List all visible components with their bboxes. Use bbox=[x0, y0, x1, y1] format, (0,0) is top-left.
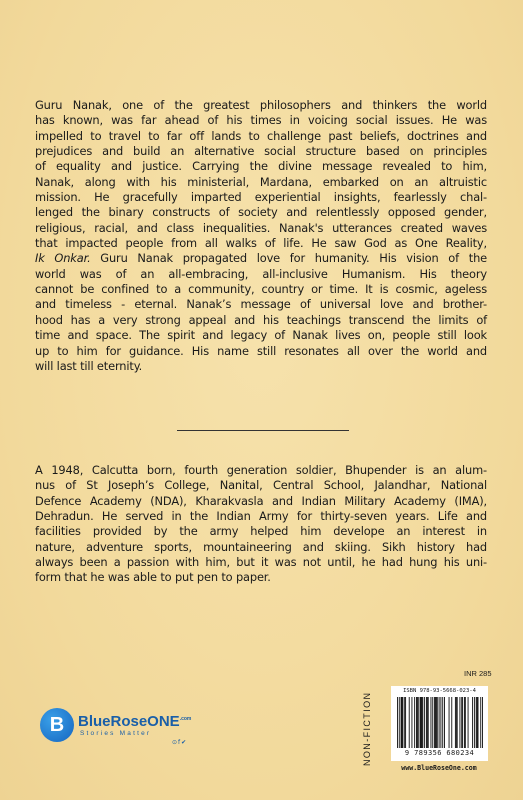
section-divider bbox=[177, 430, 349, 431]
barcode-bar bbox=[402, 697, 403, 748]
text-line: nature, adventure sports, mountaineering and skiing. Sikh history had bbox=[35, 539, 487, 554]
text-line: A 1948, Calcutta born, fourth generation soldier, Bhupender is an alum- bbox=[35, 463, 487, 477]
barcode-bar bbox=[409, 697, 410, 748]
text-line: has known, was far ahead of his times in voicing social issues. He was bbox=[35, 113, 487, 128]
barcode-bar bbox=[421, 697, 422, 748]
social-icons: ⊙f✔ bbox=[172, 739, 188, 746]
barcode-bar bbox=[439, 697, 440, 748]
publisher-logo bbox=[40, 708, 190, 753]
text-line: cannot be confined to a community, country or time. It is cosmic, ageless bbox=[35, 282, 487, 297]
barcode-bar bbox=[468, 697, 469, 748]
barcode-bar bbox=[397, 697, 398, 748]
barcode-bar bbox=[451, 697, 452, 748]
text-line: hood has a very strong appeal and his teachings transcend the limits of bbox=[35, 312, 487, 327]
barcode-bar bbox=[402, 697, 403, 748]
text-line: prejudices and build an alternative social structure based on principles bbox=[35, 144, 487, 159]
barcode-bars bbox=[397, 697, 483, 748]
barcode-bar bbox=[435, 697, 436, 748]
barcode-bar bbox=[405, 697, 406, 748]
barcode-bar bbox=[416, 697, 417, 748]
text-line: Guru Nanak, one of the greatest philosophers and thinkers the world bbox=[35, 98, 487, 112]
barcode-bar bbox=[430, 697, 431, 748]
price-label: INR 285 bbox=[464, 669, 492, 678]
barcode-bar bbox=[440, 697, 441, 748]
barcode-bar bbox=[432, 697, 433, 748]
barcode-bar bbox=[422, 697, 423, 748]
text-line: lenged the binary constructs of society and relentlessly opposed gender, bbox=[35, 205, 487, 220]
text-line: facilities provided by the army helped him develope an interest in bbox=[35, 524, 487, 539]
text-line: of equality and justice. Carrying the divine message revealed to him, bbox=[35, 159, 487, 174]
isbn-label: ISBN 978-93-5668-023-4 bbox=[403, 688, 476, 694]
barcode-bar bbox=[457, 697, 458, 748]
author-bio bbox=[35, 463, 487, 586]
text-line: Ik Onkar. Guru Nanak propagated love for humanity. His vision of the bbox=[35, 251, 487, 266]
publisher-name: BlueRoseONE$^{.com}$ bbox=[78, 713, 192, 730]
barcode-bar bbox=[459, 697, 460, 748]
text-line: time and space. The spirit and legacy of Nanak lives on, people still look bbox=[35, 328, 487, 343]
barcode-bar bbox=[477, 697, 478, 748]
barcode-bar bbox=[465, 697, 466, 748]
barcode-bar bbox=[476, 697, 477, 748]
isbn-digits: 9 789356 680234 bbox=[404, 749, 475, 757]
text-line: Defence Academy (NDA), Kharakvasla and Indian Military Academy (IMA), bbox=[35, 493, 487, 508]
barcode-bar bbox=[426, 697, 427, 748]
barcode-bar bbox=[421, 697, 422, 748]
barcode-bar bbox=[456, 697, 457, 748]
publisher-website: www.BlueRoseOne.com bbox=[401, 764, 477, 772]
barcode-bar bbox=[418, 697, 419, 748]
barcode-bar bbox=[411, 697, 412, 748]
barcode-bar bbox=[449, 697, 450, 748]
text-line: Nanak, along with his ministerial, Mardana, embarked on an altruistic bbox=[35, 174, 487, 189]
text-line: religious, racial, and class inequalities. Nanak's utterances created waves bbox=[35, 220, 487, 235]
barcode-bar bbox=[437, 697, 438, 748]
barcode-bar bbox=[472, 697, 473, 748]
book-description bbox=[35, 98, 487, 374]
barcode-bar bbox=[478, 697, 479, 748]
publisher-tagline: Stories Matter bbox=[80, 730, 152, 737]
text-line: Dehradun. He served in the Indian Army for thirty-seven years. Life and bbox=[35, 509, 487, 524]
barcode-bar bbox=[401, 697, 402, 748]
barcode-bar bbox=[427, 697, 428, 748]
barcode-bar bbox=[462, 697, 463, 748]
text-line: form that he was able to put pen to paper. bbox=[35, 570, 271, 585]
text-line: impelled to travel to far off lands to challenge past beliefs, doctrines and bbox=[35, 128, 487, 143]
barcode-bar bbox=[464, 697, 465, 748]
barcode-bar bbox=[444, 697, 445, 748]
barcode-bar bbox=[436, 697, 437, 748]
text-line: that impacted people from all walks of life. He saw God as One Reality, bbox=[35, 236, 487, 251]
text-line: nus of St Joseph’s College, Nanital, Central School, Jalandhar, National bbox=[35, 478, 487, 493]
barcode-bar bbox=[442, 697, 443, 748]
text-line: will last till eternity. bbox=[35, 358, 143, 373]
barcode-bar bbox=[480, 697, 481, 748]
barcode-bar bbox=[399, 697, 400, 748]
barcode-bar bbox=[417, 697, 418, 748]
barcode-bar bbox=[420, 697, 421, 748]
logo-b-icon: B bbox=[40, 708, 74, 742]
barcode-bar bbox=[428, 697, 429, 748]
barcode-bar bbox=[482, 697, 483, 748]
barcode-bar bbox=[414, 697, 415, 748]
text-line: always been a passion with him, but it was not until, he had hung his uni- bbox=[35, 555, 487, 570]
text-line: mission. He gracefully imparted experiential insights, fearlessly chal- bbox=[35, 190, 487, 205]
category-label: NON-FICTION bbox=[362, 691, 372, 766]
barcode-bar bbox=[461, 697, 462, 748]
barcode-bar bbox=[424, 697, 425, 748]
barcode-bar bbox=[455, 697, 456, 748]
isbn-barcode bbox=[391, 686, 488, 761]
text-line: world was of an all-embracing, all-inclusive Humanism. His theory bbox=[35, 266, 487, 281]
barcode-bar bbox=[434, 697, 435, 748]
barcode-bar bbox=[404, 697, 405, 748]
barcode-bar bbox=[474, 697, 475, 748]
text-line: and timeless - eternal. Nanak’s message of universal love and brother- bbox=[35, 297, 487, 312]
text-line: up to him for guidance. His name still resonates all over the world and bbox=[35, 343, 487, 358]
